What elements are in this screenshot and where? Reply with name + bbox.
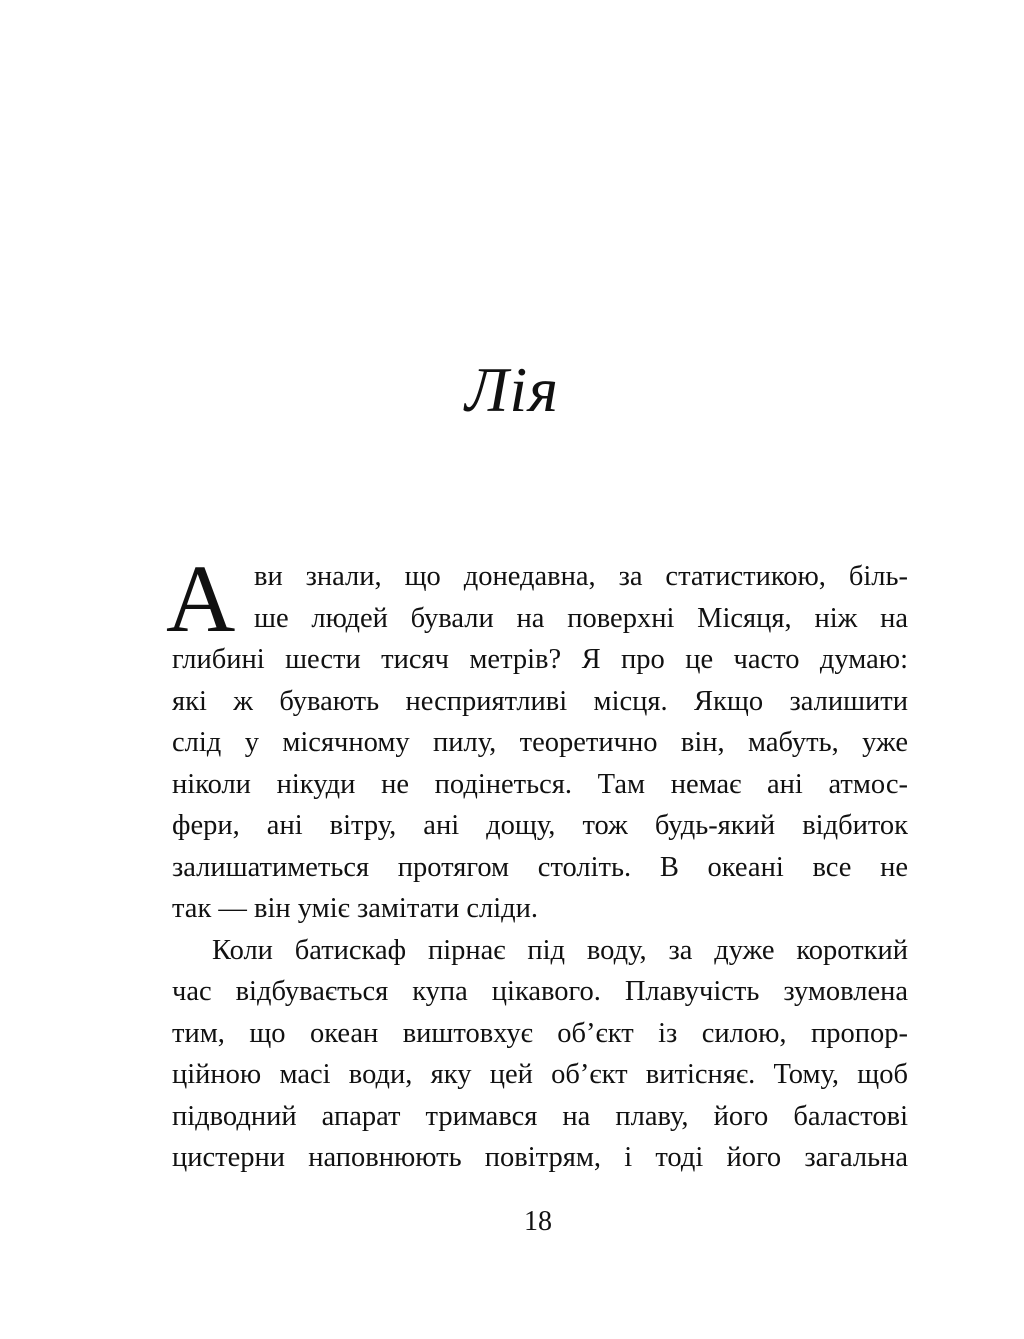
- text-line: слід у місячному пилу, теоретично він, мабуть, уже: [172, 727, 908, 758]
- text-line: час відбувається купа цікавого. Плавучість зумовлена: [172, 976, 908, 1007]
- text-line: які ж бувають несприятливі місця. Якщо залишити: [172, 685, 908, 717]
- text-line: глибині шести тисяч метрів? Я про це часто думаю:: [172, 644, 908, 675]
- text-line: ніколи нікуди не подінеться. Там немає ані атмос-: [172, 768, 908, 800]
- text-line: цистерни наповнюють повітрям, і тоді його загальна: [172, 1142, 908, 1173]
- text-line: тим, що океан виштовхує об’єкт із силою, пропор-: [172, 1017, 908, 1049]
- drop-cap: А: [166, 545, 236, 652]
- text-line: фери, ані вітру, ані дощу, тож будь-який відбиток: [172, 810, 908, 841]
- text-line: так — він уміє замітати сліди.: [172, 893, 539, 924]
- text-line: підводний апарат тримався на плаву, його баластові: [172, 1100, 908, 1132]
- text-line: ше людей бували на поверхні Місяця, ніж на: [254, 602, 908, 634]
- text-line: залишатиметься протягом століть. В океані все не: [172, 851, 908, 883]
- chapter-title: Лія: [465, 354, 559, 425]
- text-line: ційною масі води, яку цей об’єкт витісняє. Тому, щоб: [172, 1059, 908, 1090]
- body-text: [166, 545, 908, 1179]
- text-line: Коли батискаф пірнає під воду, за дуже короткий: [212, 934, 908, 966]
- text-line: ви знали, що донедавна, за статистикою, біль-: [254, 561, 908, 592]
- page-number: 18: [524, 1206, 552, 1237]
